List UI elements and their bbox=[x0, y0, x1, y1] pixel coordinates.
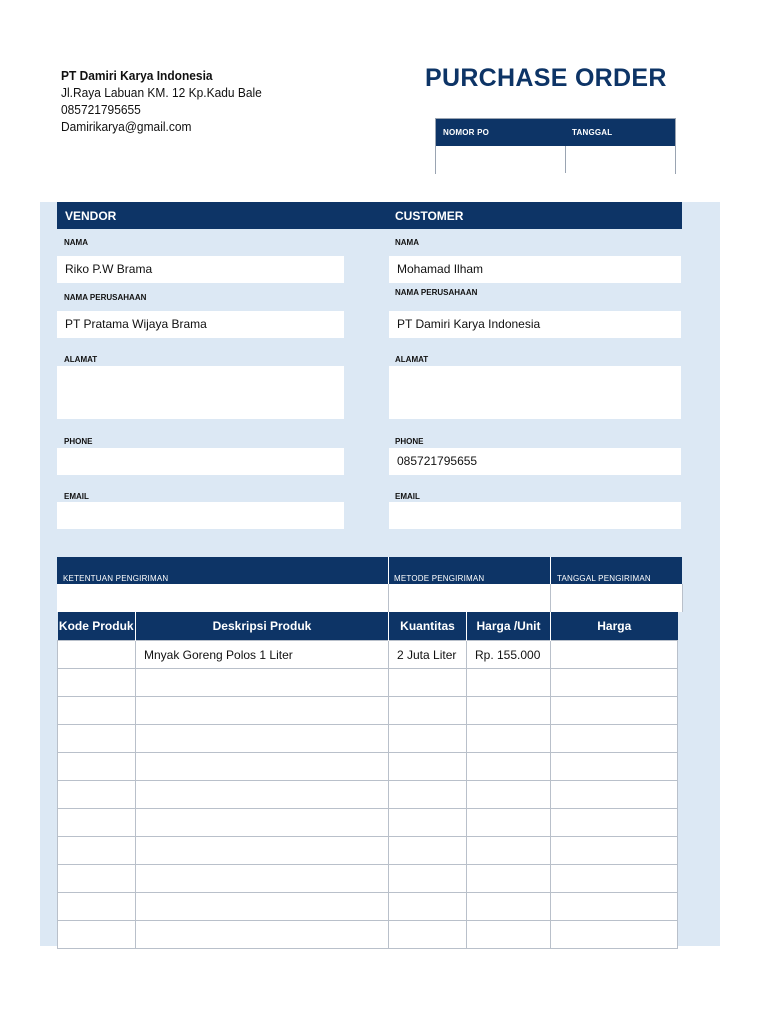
po-info-box bbox=[435, 118, 676, 174]
cell-kode-produk[interactable] bbox=[58, 921, 136, 949]
table-row bbox=[58, 893, 678, 921]
cell-kuantitas[interactable] bbox=[389, 865, 467, 893]
customer-company-field[interactable]: PT Damiri Karya Indonesia bbox=[389, 311, 681, 338]
vendor-name-label: NAMA bbox=[64, 238, 88, 247]
company-phone: 085721795655 bbox=[61, 102, 141, 117]
cell-harga-unit[interactable] bbox=[467, 865, 551, 893]
shipping-method-label: METODE PENGIRIMAN bbox=[394, 574, 485, 583]
cell-kode-produk[interactable] bbox=[58, 837, 136, 865]
cell-kuantitas[interactable] bbox=[389, 837, 467, 865]
vendor-company-label: NAMA PERUSAHAAN bbox=[64, 293, 147, 302]
cell-kuantitas[interactable] bbox=[389, 893, 467, 921]
vendor-header: VENDOR bbox=[65, 209, 117, 223]
customer-phone-field[interactable]: 085721795655 bbox=[389, 448, 681, 475]
cell-kode-produk[interactable] bbox=[58, 753, 136, 781]
cell-harga[interactable] bbox=[551, 725, 678, 753]
party-header-bar bbox=[57, 202, 682, 229]
customer-email-field[interactable] bbox=[389, 502, 681, 529]
col-kuantitas: Kuantitas bbox=[389, 612, 467, 641]
company-name: PT Damiri Karya Indonesia bbox=[61, 68, 213, 83]
cell-harga[interactable] bbox=[551, 697, 678, 725]
cell-harga[interactable] bbox=[551, 781, 678, 809]
shipping-divider bbox=[550, 557, 551, 584]
shipping-header-bar bbox=[57, 557, 682, 584]
col-harga: Harga bbox=[551, 612, 678, 641]
po-date-label: TANGGAL bbox=[572, 128, 613, 137]
items-table bbox=[57, 612, 678, 949]
table-row bbox=[58, 753, 678, 781]
cell-harga-unit[interactable] bbox=[467, 697, 551, 725]
cell-deskripsi-produk[interactable] bbox=[136, 809, 389, 837]
cell-kuantitas[interactable] bbox=[389, 697, 467, 725]
customer-name-field[interactable]: Mohamad Ilham bbox=[389, 256, 681, 283]
cell-deskripsi-produk[interactable] bbox=[136, 837, 389, 865]
shipping-terms-label: KETENTUAN PENGIRIMAN bbox=[63, 574, 169, 583]
customer-address-label: ALAMAT bbox=[395, 355, 429, 364]
table-row bbox=[58, 809, 678, 837]
table-row bbox=[58, 921, 678, 949]
cell-kuantitas[interactable] bbox=[389, 809, 467, 837]
shipping-terms-field[interactable] bbox=[57, 584, 389, 612]
cell-harga[interactable] bbox=[551, 809, 678, 837]
cell-harga[interactable] bbox=[551, 837, 678, 865]
table-row bbox=[58, 641, 678, 669]
customer-name-label: NAMA bbox=[395, 238, 419, 247]
col-deskripsi-produk: Deskripsi Produk bbox=[136, 612, 389, 641]
cell-harga-unit[interactable] bbox=[467, 753, 551, 781]
table-row bbox=[58, 865, 678, 893]
vendor-phone-label: PHONE bbox=[64, 437, 93, 446]
cell-harga-unit[interactable] bbox=[467, 893, 551, 921]
po-info-header bbox=[436, 119, 675, 146]
page-title: PURCHASE ORDER bbox=[425, 64, 667, 92]
cell-deskripsi-produk[interactable] bbox=[136, 725, 389, 753]
cell-kode-produk[interactable] bbox=[58, 669, 136, 697]
cell-deskripsi-produk[interactable] bbox=[136, 753, 389, 781]
cell-kode-produk[interactable] bbox=[58, 893, 136, 921]
cell-kuantitas[interactable]: 2 Juta Liter bbox=[389, 641, 467, 669]
vendor-address-label: ALAMAT bbox=[64, 355, 98, 364]
cell-harga-unit[interactable] bbox=[467, 921, 551, 949]
customer-email-label: EMAIL bbox=[395, 492, 420, 501]
cell-kode-produk[interactable] bbox=[58, 865, 136, 893]
cell-harga-unit[interactable] bbox=[467, 837, 551, 865]
cell-kuantitas[interactable] bbox=[389, 921, 467, 949]
table-row bbox=[58, 669, 678, 697]
po-info-cells bbox=[436, 146, 675, 174]
cell-deskripsi-produk[interactable] bbox=[136, 865, 389, 893]
table-row bbox=[58, 725, 678, 753]
cell-harga[interactable] bbox=[551, 921, 678, 949]
table-row bbox=[58, 781, 678, 809]
vendor-name-field[interactable]: Riko P.W Brama bbox=[57, 256, 344, 283]
col-kode-produk: Kode Produk bbox=[58, 612, 136, 641]
cell-kode-produk[interactable] bbox=[58, 641, 136, 669]
po-number-field[interactable] bbox=[436, 146, 566, 173]
cell-harga[interactable] bbox=[551, 753, 678, 781]
customer-address-field[interactable] bbox=[389, 366, 681, 419]
cell-harga-unit[interactable] bbox=[467, 781, 551, 809]
cell-harga[interactable] bbox=[551, 641, 678, 669]
shipping-cells bbox=[57, 584, 682, 612]
col-harga-unit: Harga /Unit bbox=[467, 612, 551, 641]
cell-deskripsi-produk[interactable] bbox=[136, 669, 389, 697]
items-header-row bbox=[58, 612, 678, 641]
table-row bbox=[58, 697, 678, 725]
cell-kode-produk[interactable] bbox=[58, 697, 136, 725]
cell-harga-unit[interactable]: Rp. 155.000 bbox=[467, 641, 551, 669]
cell-harga[interactable] bbox=[551, 865, 678, 893]
cell-kuantitas[interactable] bbox=[389, 669, 467, 697]
company-address: Jl.Raya Labuan KM. 12 Kp.Kadu Bale bbox=[61, 85, 262, 100]
cell-deskripsi-produk[interactable] bbox=[136, 781, 389, 809]
shipping-divider bbox=[388, 557, 389, 584]
cell-harga[interactable] bbox=[551, 893, 678, 921]
po-number-label: NOMOR PO bbox=[443, 128, 490, 137]
cell-deskripsi-produk[interactable] bbox=[136, 697, 389, 725]
shipping-method-field[interactable] bbox=[389, 584, 551, 612]
vendor-email-field[interactable] bbox=[57, 502, 344, 529]
cell-kuantitas[interactable] bbox=[389, 781, 467, 809]
customer-header: CUSTOMER bbox=[395, 209, 464, 223]
cell-kode-produk[interactable] bbox=[58, 781, 136, 809]
cell-harga-unit[interactable] bbox=[467, 725, 551, 753]
shipping-date-label: TANGGAL PENGIRIMAN bbox=[557, 574, 651, 583]
company-email: Damirikarya@gmail.com bbox=[61, 119, 192, 134]
cell-kuantitas[interactable] bbox=[389, 753, 467, 781]
cell-deskripsi-produk[interactable] bbox=[136, 921, 389, 949]
cell-kode-produk[interactable] bbox=[58, 725, 136, 753]
cell-harga-unit[interactable] bbox=[467, 669, 551, 697]
cell-deskripsi-produk[interactable] bbox=[136, 893, 389, 921]
vendor-company-field[interactable]: PT Pratama Wijaya Brama bbox=[57, 311, 344, 338]
cell-kode-produk[interactable] bbox=[58, 809, 136, 837]
po-date-field[interactable] bbox=[566, 146, 675, 173]
cell-harga-unit[interactable] bbox=[467, 809, 551, 837]
customer-company-label: NAMA PERUSAHAAN bbox=[395, 288, 478, 297]
shipping-date-field[interactable] bbox=[551, 584, 683, 612]
customer-phone-label: PHONE bbox=[395, 437, 424, 446]
table-row bbox=[58, 837, 678, 865]
vendor-address-field[interactable] bbox=[57, 366, 344, 419]
cell-deskripsi-produk[interactable]: Mnyak Goreng Polos 1 Liter bbox=[136, 641, 389, 669]
cell-kuantitas[interactable] bbox=[389, 725, 467, 753]
cell-harga[interactable] bbox=[551, 669, 678, 697]
vendor-phone-field[interactable] bbox=[57, 448, 344, 475]
vendor-email-label: EMAIL bbox=[64, 492, 89, 501]
